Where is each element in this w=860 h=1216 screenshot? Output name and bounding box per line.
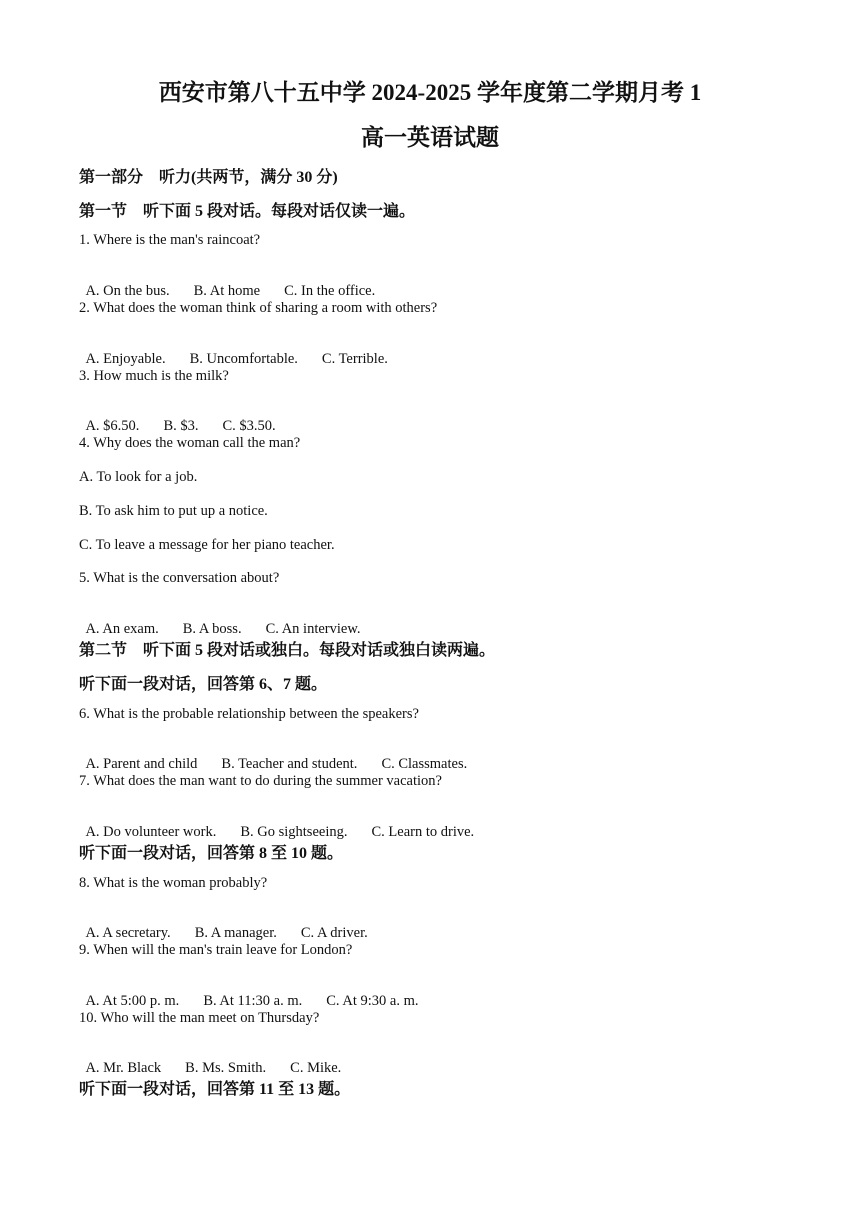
question-3-options <box>79 401 300 435</box>
option-b: B. $3. <box>163 418 199 434</box>
option-c: C. Classmates. <box>381 756 468 772</box>
question-7-options <box>79 807 498 841</box>
question-3: 3. How much is the milk? <box>79 368 229 384</box>
question-9: 9. When will the man's train leave for London? <box>79 942 353 958</box>
option-a: A. An exam. <box>85 621 159 637</box>
question-4: 4. Why does the woman call the man? <box>79 435 301 451</box>
question-5: 5. What is the conversation about? <box>79 570 280 586</box>
option-b: B. At home <box>193 283 261 299</box>
question-2: 2. What does the woman think of sharing a room with others? <box>79 300 438 316</box>
option-b: B. Teacher and student. <box>221 756 358 772</box>
section-heading: 第二节 听下面 5 段对话或独白。每段对话或独白读两遍。 <box>79 642 496 659</box>
question-8-options <box>79 908 392 942</box>
option-a: A. On the bus. <box>85 283 170 299</box>
question-6: 6. What is the probable relationship between the speakers? <box>79 706 419 722</box>
page-subtitle: 高一英语试题 <box>361 125 499 150</box>
option-a: A. Mr. Black <box>85 1060 162 1076</box>
option-c: C. Learn to drive. <box>371 824 475 840</box>
option-a: A. At 5:00 p. m. <box>85 993 180 1009</box>
question-5-options <box>79 604 385 638</box>
option-b: B. Uncomfortable. <box>189 351 298 367</box>
option-c: C. At 9:30 a. m. <box>326 993 419 1009</box>
option-b: B. Go sightseeing. <box>240 824 348 840</box>
option-a: A. A secretary. <box>85 925 171 941</box>
option-c: C. Mike. <box>290 1060 342 1076</box>
section-heading: 第一节 听下面 5 段对话。每段对话仅读一遍。 <box>79 203 416 220</box>
group-heading: 听下面一段对话，回答第 8 至 10 题。 <box>79 845 344 862</box>
question-1: 1. Where is the man's raincoat? <box>79 232 261 248</box>
option-c: C. $3.50. <box>222 418 276 434</box>
question-1-options <box>79 266 399 300</box>
question-4-option-c: C. To leave a message for her piano teacher. <box>79 537 335 553</box>
option-b: B. At 11:30 a. m. <box>203 993 303 1009</box>
option-a: A. Parent and child <box>85 756 198 772</box>
page-title: 西安市第八十五中学 2024-2025 学年度第二学期月考 1 <box>158 80 702 105</box>
option-a: A. Enjoyable. <box>85 351 166 367</box>
option-a: A. Do volunteer work. <box>85 824 217 840</box>
part-heading: 第一部分 听力(共两节，满分 30 分) <box>79 169 338 186</box>
question-10: 10. Who will the man meet on Thursday? <box>79 1010 320 1026</box>
group-heading: 听下面一段对话，回答第 6、7 题。 <box>79 676 328 693</box>
question-4-option-b: B. To ask him to put up a notice. <box>79 503 268 519</box>
option-c: C. An interview. <box>265 621 361 637</box>
option-c: C. A driver. <box>300 925 368 941</box>
option-b: B. Ms. Smith. <box>185 1060 267 1076</box>
question-7: 7. What does the man want to do during the summer vacation? <box>79 773 442 789</box>
option-a: A. $6.50. <box>85 418 140 434</box>
question-9-options <box>79 976 443 1010</box>
question-6-options <box>79 739 491 773</box>
option-c: C. Terrible. <box>321 351 388 367</box>
question-10-options <box>79 1043 365 1077</box>
question-8: 8. What is the woman probably? <box>79 875 268 891</box>
group-heading: 听下面一段对话，回答第 11 至 13 题。 <box>79 1081 351 1098</box>
option-c: C. In the office. <box>284 283 376 299</box>
option-b: B. A boss. <box>182 621 242 637</box>
question-2-options <box>79 334 412 368</box>
question-4-option-a: A. To look for a job. <box>79 469 198 485</box>
option-b: B. A manager. <box>194 925 277 941</box>
